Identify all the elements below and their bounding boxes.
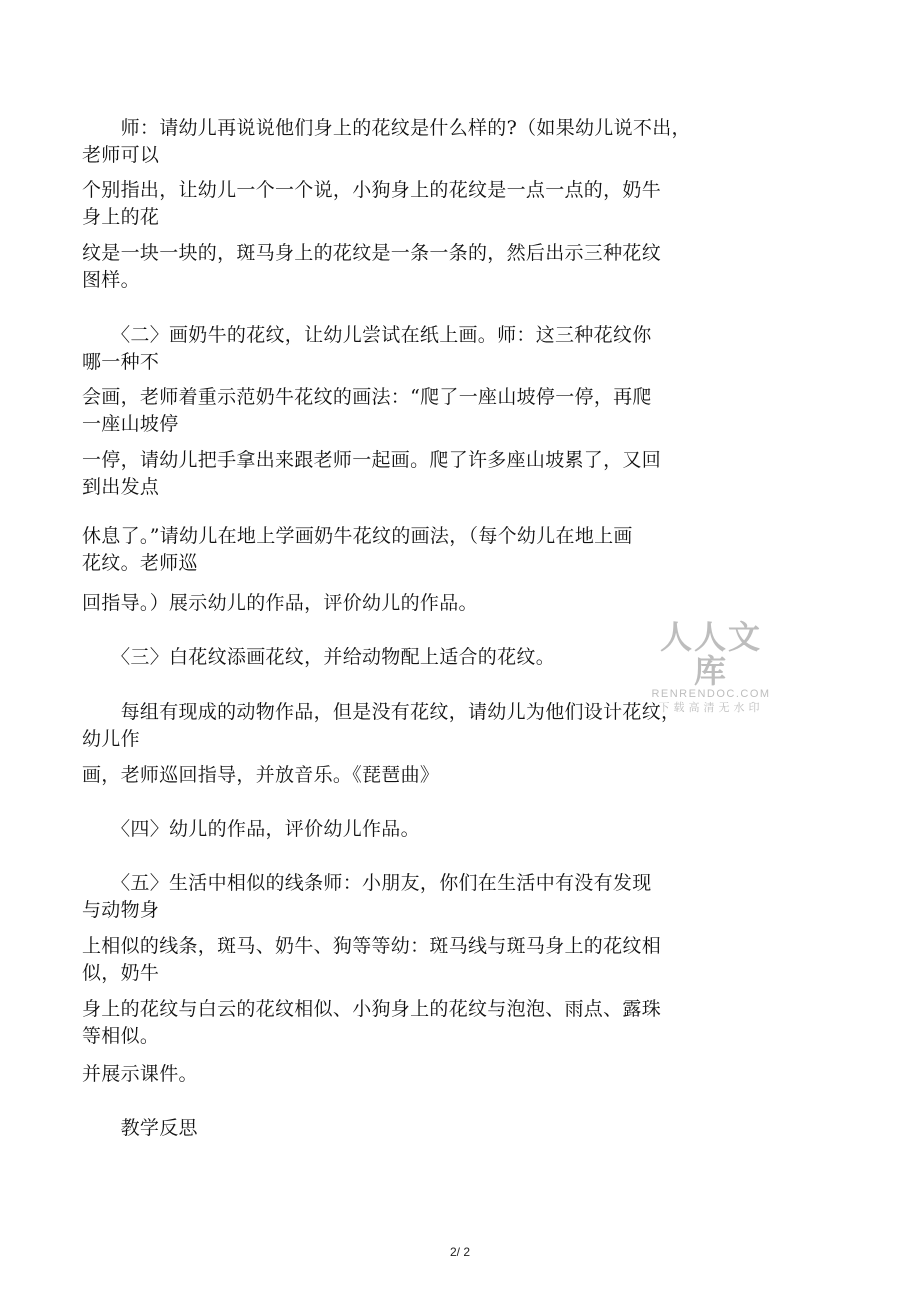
text-line: 身上的花纹与白云的花纹相似、小狗身上的花纹与泡泡、雨点、露珠: [82, 998, 662, 1020]
text-line: 与动物身: [82, 899, 160, 921]
text-line: 〈三〉白花纹添画花纹，并给动物配上适合的花纹。: [82, 646, 556, 668]
text-line: 上相似的线条，斑马、奶牛、狗等等幼：斑马线与斑马身上的花纹相: [82, 935, 662, 957]
page-number: 2/ 2: [449, 1245, 470, 1259]
text-line: 个别指出，让幼儿一个一个说，小狗身上的花纹是一点一点的，奶牛: [82, 179, 662, 201]
text-line: 到出发点: [82, 476, 160, 498]
watermark-title: 人人文库: [659, 619, 762, 689]
text-line: 一停，请幼儿把手拿出来跟老师一起画。爬了许多座山坡累了，又回: [82, 449, 662, 471]
section-heading: 教学反思: [82, 1117, 198, 1139]
watermark-subtitle: 下载高清无水印: [658, 702, 764, 714]
text-line: 〈二〉画奶牛的花纹，让幼儿尝试在纸上画。师：这三种花纹你: [82, 324, 652, 346]
text-line: 并展示课件。: [82, 1063, 198, 1085]
text-line: 哪一种不: [82, 351, 160, 373]
text-line: 〈五〉生活中相似的线条师：小朋友，你们在生活中有没有发现: [82, 872, 652, 894]
text-line: 幼儿作: [82, 728, 140, 750]
text-line: 似，奶牛: [82, 962, 160, 984]
text-line: 每组有现成的动物作品，但是没有花纹，请幼儿为他们设计花纹，: [82, 701, 681, 723]
text-line: 纹是一块一块的，斑马身上的花纹是一条一条的，然后出示三种花纹: [82, 242, 662, 264]
text-line: 图样。: [82, 269, 140, 291]
text-line: 休息了。”请幼儿在地上学画奶牛花纹的画法，（每个幼儿在地上画: [82, 525, 633, 547]
text-line: 花纹。老师巡: [82, 552, 198, 574]
text-line: 会画，老师着重示范奶牛花纹的画法：“爬了一座山坡停一停，再爬: [82, 386, 652, 408]
text-line: 回指导。）展示幼儿的作品，评价幼儿的作品。: [82, 592, 478, 614]
watermark-domain: RENRENDOC.COM: [651, 688, 771, 700]
text-line: 身上的花: [82, 206, 160, 228]
text-line: 老师可以: [82, 144, 160, 166]
text-line: 等相似。: [82, 1025, 160, 1047]
text-line: 〈四〉幼儿的作品，评价幼儿作品。: [82, 818, 420, 840]
text-line: 画，老师巡回指导，并放音乐。《琵琶曲》: [82, 764, 440, 786]
text-line: 一座山坡停: [82, 413, 179, 435]
text-line: 师：请幼儿再说说他们身上的花纹是什么样的?（如果幼儿说不出，: [82, 117, 691, 139]
watermark-logo: [646, 620, 776, 715]
